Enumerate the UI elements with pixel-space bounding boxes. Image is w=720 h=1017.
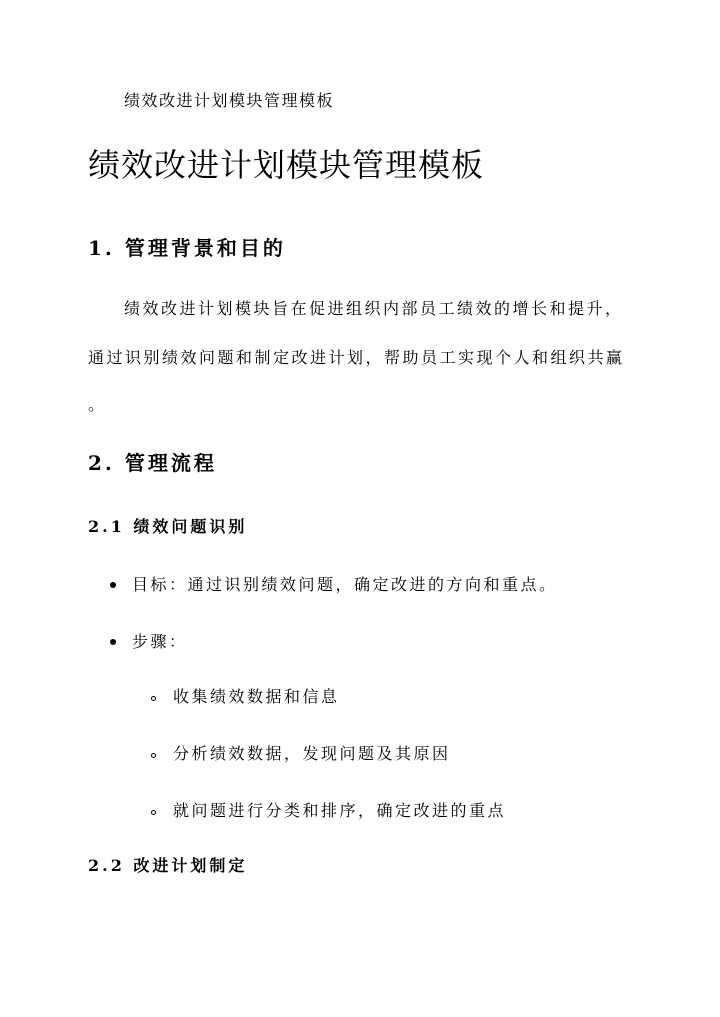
document-title: 绩效改进计划模块管理模板: [88, 146, 485, 184]
section-1-paragraph-line-1: 绩效改进计划模块旨在促进组织内部员工绩效的增长和提升，: [124, 299, 624, 318]
section-2-1-heading: 2.1 绩效问题识别: [88, 517, 248, 536]
running-header: 绩效改进计划模块管理模板: [124, 91, 335, 110]
circle-bullet-icon: [151, 753, 156, 758]
section-1-paragraph-line-3: 。: [88, 395, 107, 414]
bullet-goal: 目标：通过识别绩效问题，确定改进的方向和重点。: [132, 575, 558, 594]
step-item-3: 就问题进行分类和排序，确定改进的重点: [173, 801, 507, 820]
bullet-dot: [110, 582, 116, 588]
circle-bullet-icon: [151, 810, 156, 815]
section-1-heading: 1. 管理背景和目的: [88, 236, 286, 260]
section-2-heading: 2. 管理流程: [88, 451, 217, 475]
bullet-steps: 步骤：: [132, 632, 188, 651]
section-1-paragraph-line-2: 通过识别绩效问题和制定改进计划，帮助员工实现个人和组织共赢: [88, 348, 625, 367]
bullet-dot: [110, 639, 116, 645]
step-item-2: 分析绩效数据，发现问题及其原因: [173, 744, 451, 763]
section-2-2-heading: 2.2 改进计划制定: [88, 856, 248, 875]
circle-bullet-icon: [151, 696, 156, 701]
step-item-1: 收集绩效数据和信息: [173, 687, 340, 706]
